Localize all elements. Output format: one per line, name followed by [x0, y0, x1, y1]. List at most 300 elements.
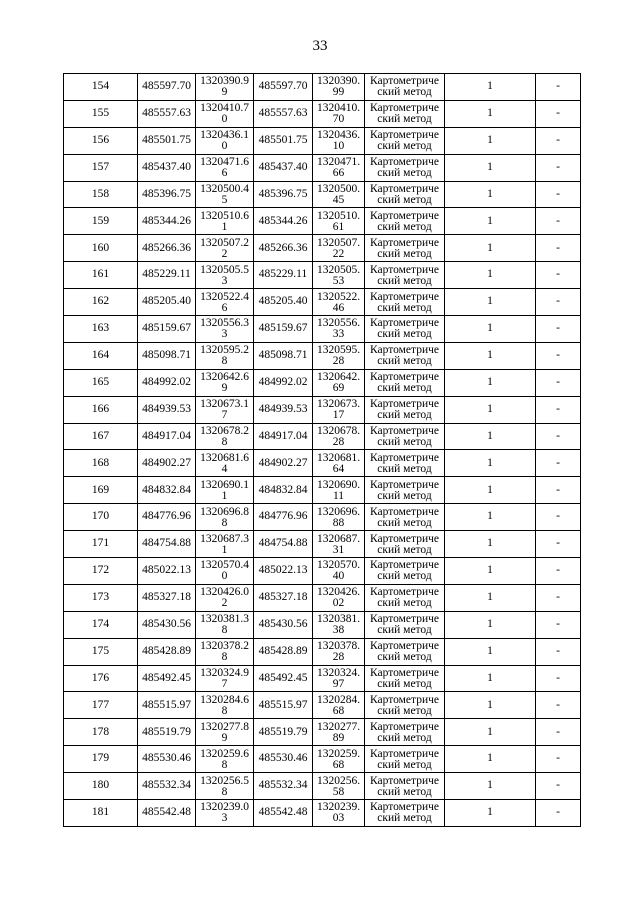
y-new-line-2: 53 [332, 274, 345, 287]
y-existing-line-2: 0 [221, 140, 228, 153]
y-new-line-1: 1320673. [316, 398, 361, 411]
method-line-2: ский метод [377, 140, 432, 153]
point-number-cell: 181 [64, 800, 138, 827]
method-line-1: Картометриче [370, 398, 439, 411]
y-new-cell [313, 504, 365, 531]
y-new-cell [313, 450, 365, 477]
description-cell: - [536, 262, 581, 289]
description-cell: - [536, 342, 581, 369]
y-new-cell [313, 342, 365, 369]
accuracy-cell: 1 [445, 504, 536, 531]
y-existing-line-1: 1320696.8 [200, 505, 249, 518]
method-line-1: Картометриче [370, 801, 439, 814]
x-new-cell: 485266.36 [254, 235, 313, 262]
table-row [64, 800, 581, 827]
description-cell: - [536, 235, 581, 262]
description-cell: - [536, 746, 581, 773]
y-new-line-2: 70 [332, 113, 345, 126]
y-new-cell [313, 127, 365, 154]
method-cell [365, 584, 445, 611]
table-row [64, 665, 581, 692]
y-existing-cell [196, 477, 254, 504]
y-existing-line-2: 6 [221, 167, 228, 180]
y-existing-line-1: 1320681.6 [200, 451, 249, 464]
x-existing-cell: 484902.27 [138, 450, 196, 477]
y-new-line-2: 64 [332, 462, 345, 475]
point-number-cell: 156 [64, 127, 138, 154]
x-new-cell: 484754.88 [254, 531, 313, 558]
method-line-1: Картометриче [370, 209, 439, 222]
x-new-cell: 485501.75 [254, 127, 313, 154]
y-existing-line-1: 1320259.6 [200, 747, 249, 760]
method-line-2: ский метод [377, 785, 432, 798]
y-new-line-2: 28 [332, 651, 345, 664]
point-number-cell: 161 [64, 262, 138, 289]
y-existing-cell [196, 611, 254, 638]
y-new-cell [313, 262, 365, 289]
method-cell [365, 316, 445, 343]
method-line-2: ский метод [377, 704, 432, 717]
y-new-line-1: 1320239. [316, 801, 361, 814]
y-existing-line-2: 7 [221, 409, 228, 422]
point-number-cell: 167 [64, 423, 138, 450]
x-new-cell: 485229.11 [254, 262, 313, 289]
method-cell [365, 396, 445, 423]
description-cell: - [536, 773, 581, 800]
y-existing-line-2: 1 [221, 489, 228, 502]
x-existing-cell: 485532.34 [138, 773, 196, 800]
y-existing-cell [196, 74, 254, 101]
y-new-cell [313, 558, 365, 585]
y-new-cell [313, 665, 365, 692]
y-new-line-1: 1320259. [316, 747, 361, 760]
accuracy-cell: 1 [445, 127, 536, 154]
y-new-line-2: 46 [332, 301, 345, 314]
x-existing-cell: 484939.53 [138, 396, 196, 423]
y-new-line-1: 1320471. [316, 156, 361, 169]
point-number-cell: 154 [64, 74, 138, 101]
table-row [64, 316, 581, 343]
description-cell: - [536, 289, 581, 316]
y-existing-line-2: 9 [221, 86, 228, 99]
method-line-1: Картометриче [370, 720, 439, 733]
y-existing-cell [196, 450, 254, 477]
y-new-cell [313, 396, 365, 423]
accuracy-cell: 1 [445, 235, 536, 262]
accuracy-cell: 1 [445, 558, 536, 585]
x-new-cell: 485430.56 [254, 611, 313, 638]
y-new-line-1: 1320678. [316, 425, 361, 438]
description-cell: - [536, 584, 581, 611]
y-new-cell [313, 800, 365, 827]
description-cell: - [536, 100, 581, 127]
method-cell [365, 450, 445, 477]
table-row [64, 584, 581, 611]
method-line-2: ский метод [377, 328, 432, 341]
accuracy-cell: 1 [445, 773, 536, 800]
y-new-cell [313, 746, 365, 773]
x-existing-cell: 485205.40 [138, 289, 196, 316]
method-line-2: ский метод [377, 355, 432, 368]
x-existing-cell: 485344.26 [138, 208, 196, 235]
accuracy-cell: 1 [445, 584, 536, 611]
y-new-cell [313, 531, 365, 558]
table-row [64, 100, 581, 127]
y-new-cell [313, 611, 365, 638]
y-existing-line-1: 1320505.5 [200, 263, 249, 276]
table-row [64, 235, 581, 262]
y-existing-line-1: 1320324.9 [200, 667, 249, 680]
y-new-line-2: 31 [332, 543, 345, 556]
table-row [64, 638, 581, 665]
y-new-line-2: 28 [332, 355, 345, 368]
y-new-line-1: 1320507. [316, 236, 361, 249]
description-cell: - [536, 504, 581, 531]
method-line-2: ский метод [377, 812, 432, 825]
y-new-line-2: 17 [332, 409, 345, 422]
y-existing-line-1: 1320522.4 [200, 290, 249, 303]
table-row [64, 773, 581, 800]
accuracy-cell: 1 [445, 208, 536, 235]
x-new-cell: 485515.97 [254, 692, 313, 719]
x-new-cell: 485530.46 [254, 746, 313, 773]
x-new-cell: 485428.89 [254, 638, 313, 665]
y-existing-cell [196, 100, 254, 127]
x-existing-cell: 485530.46 [138, 746, 196, 773]
x-existing-cell: 485022.13 [138, 558, 196, 585]
y-existing-line-1: 1320381.3 [200, 613, 249, 626]
accuracy-cell: 1 [445, 611, 536, 638]
table-row [64, 262, 581, 289]
x-new-cell: 485597.70 [254, 74, 313, 101]
description-cell: - [536, 665, 581, 692]
y-existing-line-2: 8 [221, 651, 228, 664]
y-existing-line-1: 1320570.4 [200, 559, 249, 572]
y-new-line-1: 1320595. [316, 344, 361, 357]
description-cell: - [536, 800, 581, 827]
method-line-2: ский метод [377, 624, 432, 637]
method-line-1: Картометриче [370, 478, 439, 491]
method-line-1: Картометриче [370, 559, 439, 572]
page-number: 33 [312, 38, 328, 54]
x-new-cell: 485205.40 [254, 289, 313, 316]
y-existing-cell [196, 396, 254, 423]
y-existing-cell [196, 584, 254, 611]
method-line-1: Картометриче [370, 640, 439, 653]
method-line-1: Картометриче [370, 183, 439, 195]
y-existing-line-1: 1320284.6 [200, 693, 249, 706]
accuracy-cell: 1 [445, 746, 536, 773]
y-new-line-1: 1320690. [316, 478, 361, 491]
y-existing-line-2: 3 [221, 812, 228, 825]
y-new-line-1: 1320505. [316, 263, 361, 276]
point-number-cell: 179 [64, 746, 138, 773]
point-number-cell: 177 [64, 692, 138, 719]
method-line-2: ский метод [377, 274, 432, 287]
point-number-cell: 172 [64, 558, 138, 585]
y-existing-line-2: 9 [221, 731, 228, 744]
accuracy-cell: 1 [445, 100, 536, 127]
y-existing-cell [196, 558, 254, 585]
y-existing-line-1: 1320678.2 [200, 425, 249, 438]
method-cell [365, 773, 445, 800]
accuracy-cell: 1 [445, 181, 536, 208]
table-row [64, 558, 581, 585]
table-row [64, 450, 581, 477]
y-new-line-1: 1320284. [316, 693, 361, 706]
y-new-cell [313, 369, 365, 396]
accuracy-cell: 1 [445, 638, 536, 665]
method-line-1: Картометриче [370, 371, 439, 384]
method-cell [365, 746, 445, 773]
y-existing-line-1: 1320690.1 [200, 478, 249, 491]
y-new-line-1: 1320570. [316, 559, 361, 572]
accuracy-cell: 1 [445, 74, 536, 101]
method-line-2: ский метод [377, 409, 432, 422]
x-existing-cell: 484754.88 [138, 531, 196, 558]
x-new-cell: 485022.13 [254, 558, 313, 585]
method-line-2: ский метод [377, 86, 432, 99]
y-existing-line-2: 8 [221, 624, 228, 637]
method-line-1: Картометриче [370, 532, 439, 545]
method-cell [365, 262, 445, 289]
method-line-2: ский метод [377, 301, 432, 314]
description-cell: - [536, 719, 581, 746]
point-number-cell: 165 [64, 369, 138, 396]
point-number-cell: 166 [64, 396, 138, 423]
y-new-cell [313, 692, 365, 719]
description-cell: - [536, 611, 581, 638]
point-number-cell: 175 [64, 638, 138, 665]
accuracy-cell: 1 [445, 289, 536, 316]
accuracy-cell: 1 [445, 396, 536, 423]
x-new-cell: 485557.63 [254, 100, 313, 127]
y-existing-cell [196, 531, 254, 558]
y-existing-line-1: 1320256.5 [200, 774, 249, 787]
y-existing-cell [196, 638, 254, 665]
y-new-line-2: 28 [332, 436, 345, 449]
point-number-cell: 178 [64, 719, 138, 746]
point-number-cell: 158 [64, 181, 138, 208]
y-existing-line-1: 1320500.4 [200, 183, 249, 195]
x-new-cell: 485327.18 [254, 584, 313, 611]
y-new-line-1: 1320277. [316, 720, 361, 733]
method-line-2: ский метод [377, 678, 432, 691]
method-cell [365, 289, 445, 316]
table-row [64, 208, 581, 235]
method-line-1: Картометриче [370, 75, 439, 88]
method-cell [365, 181, 445, 208]
y-existing-cell [196, 369, 254, 396]
table-row [64, 181, 581, 208]
y-existing-line-2: 0 [221, 113, 228, 126]
point-number-cell: 155 [64, 100, 138, 127]
y-new-cell [313, 773, 365, 800]
x-new-cell: 484917.04 [254, 423, 313, 450]
y-new-cell [313, 181, 365, 208]
y-new-cell [313, 719, 365, 746]
y-new-line-1: 1320500. [316, 183, 361, 195]
method-cell [365, 638, 445, 665]
y-existing-cell [196, 692, 254, 719]
description-cell: - [536, 423, 581, 450]
accuracy-cell: 1 [445, 450, 536, 477]
y-new-cell [313, 74, 365, 101]
point-number-cell: 173 [64, 584, 138, 611]
y-existing-cell [196, 342, 254, 369]
y-existing-cell [196, 773, 254, 800]
y-new-line-2: 03 [332, 812, 345, 825]
x-new-cell: 485159.67 [254, 316, 313, 343]
x-new-cell: 485344.26 [254, 208, 313, 235]
table-row [64, 719, 581, 746]
x-new-cell: 484902.27 [254, 450, 313, 477]
y-existing-cell [196, 316, 254, 343]
accuracy-cell: 1 [445, 369, 536, 396]
y-existing-line-2: 8 [221, 436, 228, 449]
method-line-2: ский метод [377, 489, 432, 502]
table-row [64, 289, 581, 316]
x-existing-cell: 485501.75 [138, 127, 196, 154]
x-existing-cell: 485229.11 [138, 262, 196, 289]
method-line-1: Картометриче [370, 451, 439, 464]
table-body [64, 74, 581, 827]
x-existing-cell: 484917.04 [138, 423, 196, 450]
y-existing-cell [196, 127, 254, 154]
y-existing-line-2: 3 [221, 274, 228, 287]
y-new-cell [313, 584, 365, 611]
x-new-cell: 485492.45 [254, 665, 313, 692]
y-new-line-1: 1320426. [316, 586, 361, 599]
y-existing-line-1: 1320426.0 [200, 586, 249, 599]
x-existing-cell: 485597.70 [138, 74, 196, 101]
description-cell: - [536, 692, 581, 719]
table-row [64, 611, 581, 638]
y-new-line-2: 10 [332, 140, 345, 153]
accuracy-cell: 1 [445, 316, 536, 343]
x-new-cell: 484776.96 [254, 504, 313, 531]
point-number-cell: 169 [64, 477, 138, 504]
description-cell: - [536, 127, 581, 154]
method-cell [365, 127, 445, 154]
method-cell [365, 154, 445, 181]
y-existing-cell [196, 800, 254, 827]
accuracy-cell: 1 [445, 531, 536, 558]
description-cell: - [536, 154, 581, 181]
y-new-line-2: 11 [332, 489, 345, 502]
y-existing-line-1: 1320471.6 [200, 156, 249, 169]
x-existing-cell: 485327.18 [138, 584, 196, 611]
y-new-line-2: 69 [332, 382, 345, 395]
y-existing-line-1: 1320436.1 [200, 129, 249, 142]
y-new-cell [313, 477, 365, 504]
y-existing-line-1: 1320556.3 [200, 317, 249, 330]
y-new-line-2: 99 [332, 86, 345, 99]
method-line-2: ский метод [377, 194, 432, 206]
method-cell [365, 423, 445, 450]
method-line-1: Картометриче [370, 236, 439, 249]
y-new-line-2: 45 [332, 194, 345, 206]
description-cell: - [536, 638, 581, 665]
y-existing-line-1: 1320239.0 [200, 801, 249, 814]
method-line-1: Картометриче [370, 102, 439, 115]
y-existing-line-1: 1320277.8 [200, 720, 249, 733]
y-existing-line-2: 8 [221, 758, 228, 771]
method-line-1: Картометриче [370, 156, 439, 169]
point-number-cell: 163 [64, 316, 138, 343]
y-existing-line-2: 8 [221, 785, 228, 798]
accuracy-cell: 1 [445, 665, 536, 692]
x-existing-cell: 485430.56 [138, 611, 196, 638]
description-cell: - [536, 477, 581, 504]
description-cell: - [536, 558, 581, 585]
y-new-line-2: 40 [332, 570, 345, 583]
y-new-line-1: 1320381. [316, 613, 361, 626]
y-existing-line-1: 1320595.2 [200, 344, 249, 357]
y-existing-cell [196, 154, 254, 181]
method-cell [365, 719, 445, 746]
y-new-cell [313, 638, 365, 665]
y-new-line-1: 1320687. [316, 532, 361, 545]
table-row [64, 692, 581, 719]
point-number-cell: 174 [64, 611, 138, 638]
y-existing-line-1: 1320507.2 [200, 236, 249, 249]
point-number-cell: 157 [64, 154, 138, 181]
point-number-cell: 176 [64, 665, 138, 692]
y-new-cell [313, 289, 365, 316]
method-line-2: ский метод [377, 436, 432, 449]
y-existing-cell [196, 208, 254, 235]
x-new-cell: 485532.34 [254, 773, 313, 800]
y-existing-line-2: 2 [221, 247, 228, 260]
y-new-line-1: 1320410. [316, 102, 361, 115]
y-existing-cell [196, 665, 254, 692]
y-existing-line-2: 7 [221, 678, 228, 691]
method-line-1: Картометриче [370, 290, 439, 303]
y-new-line-2: 38 [332, 624, 345, 637]
table-row [64, 396, 581, 423]
y-existing-line-2: 0 [221, 570, 228, 583]
y-existing-line-1: 1320410.7 [200, 102, 249, 115]
y-new-line-1: 1320324. [316, 667, 361, 680]
method-cell [365, 100, 445, 127]
x-new-cell: 485437.40 [254, 154, 313, 181]
y-new-line-2: 58 [332, 785, 345, 798]
description-cell: - [536, 74, 581, 101]
method-cell [365, 558, 445, 585]
method-line-2: ский метод [377, 543, 432, 556]
x-new-cell: 484832.84 [254, 477, 313, 504]
table-row [64, 504, 581, 531]
method-line-2: ский метод [377, 462, 432, 475]
y-new-cell [313, 154, 365, 181]
method-line-1: Картометриче [370, 667, 439, 680]
y-existing-cell [196, 504, 254, 531]
x-existing-cell: 485159.67 [138, 316, 196, 343]
method-line-2: ский метод [377, 651, 432, 664]
point-number-cell: 160 [64, 235, 138, 262]
method-line-1: Картометриче [370, 586, 439, 599]
table-row [64, 154, 581, 181]
y-existing-cell [196, 262, 254, 289]
method-cell [365, 665, 445, 692]
x-new-cell: 485542.48 [254, 800, 313, 827]
x-existing-cell: 485542.48 [138, 800, 196, 827]
y-new-line-1: 1320642. [316, 371, 361, 384]
y-existing-line-1: 1320687.3 [200, 532, 249, 545]
method-line-2: ский метод [377, 220, 432, 233]
accuracy-cell: 1 [445, 692, 536, 719]
